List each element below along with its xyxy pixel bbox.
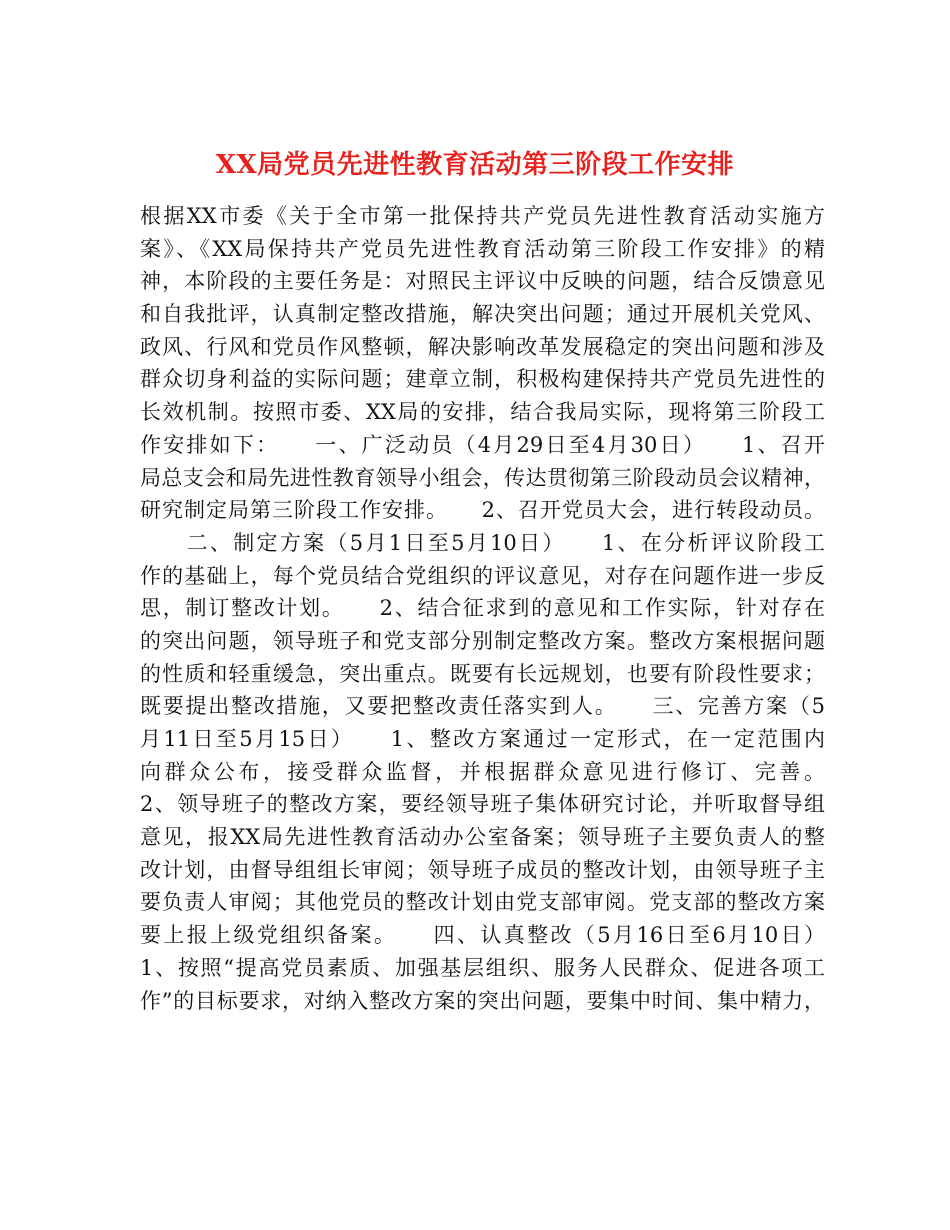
body-line: 思，制订整改计划。 2、结合征求到的意见和工作实际，针对存在	[140, 596, 825, 621]
body-line: 2、领导班子的整改方案，要经领导班子集体研究讨论，并听取督导组	[140, 792, 825, 817]
body-line: 作”的目标要求，对纳入整改方案的突出问题，要集中时间、集中精力，	[140, 988, 825, 1013]
body-line: 改计划，由督导组组长审阅；领导班子成员的整改计划，由领导班子主	[140, 857, 825, 882]
body-line: 案》、《XX局保持共产党员先进性教育活动第三阶段工作安排》的精	[140, 236, 825, 261]
body-line: 的性质和轻重缓急，突出重点。既要有长远规划，也要有阶段性要求；	[140, 661, 825, 686]
body-line: 和自我批评，认真制定整改措施，解决突出问题；通过开展机关党风、	[140, 302, 825, 327]
body-line: 作安排如下： 一、广泛动员（4月29日至4月30日） 1、召开	[140, 432, 825, 457]
body-line: 要上报上级党组织备案。 四、认真整改（5月16日至6月10日）	[140, 923, 825, 948]
body-line: 二、制定方案（5月1日至5月10日） 1、在分析评议阶段工	[140, 530, 825, 555]
body-line: 神，本阶段的主要任务是：对照民主评议中反映的问题，结合反馈意见	[140, 269, 825, 294]
body-line: 长效机制。按照市委、XX局的安排，结合我局实际，现将第三阶段工	[140, 400, 825, 425]
body-line: 局总支会和局先进性教育领导小组会，传达贯彻第三阶段动员会议精神，	[140, 465, 825, 490]
body-line: 既要提出整改措施，又要把整改责任落实到人。 三、完善方案（5	[140, 694, 825, 719]
body-line: 群众切身利益的实际问题；建章立制，积极构建保持共产党员先进性的	[140, 367, 825, 392]
body-line: 1、按照“提高党员素质、加强基层组织、服务人民群众、促进各项工	[140, 955, 825, 980]
body-line: 意见，报XX局先进性教育活动办公室备案；领导班子主要负责人的整	[140, 825, 825, 850]
body-line: 要负责人审阅；其他党员的整改计划由党支部审阅。党支部的整改方案	[140, 890, 825, 915]
body-line: 的突出问题，领导班子和党支部分别制定整改方案。整改方案根据问题	[140, 628, 825, 653]
document-body	[140, 200, 825, 1017]
body-line: 作的基础上，每个党员结合党组织的评议意见，对存在问题作进一步反	[140, 563, 825, 588]
body-line: 政风、行风和党员作风整顿，解决影响改革发展稳定的突出问题和涉及	[140, 334, 825, 359]
body-line: 月11日至5月15日） 1、整改方案通过一定形式，在一定范围内	[140, 727, 825, 751]
body-line: 向群众公布，接受群众监督，并根据群众意见进行修订、完善。	[140, 759, 825, 784]
body-line: 根据XX市委《关于全市第一批保持共产党员先进性教育活动实施方	[140, 204, 825, 228]
body-line: 研究制定局第三阶段工作安排。 2、召开党员大会，进行转段动员。	[140, 498, 825, 523]
document-title: XX局党员先进性教育活动第三阶段工作安排	[215, 150, 735, 181]
